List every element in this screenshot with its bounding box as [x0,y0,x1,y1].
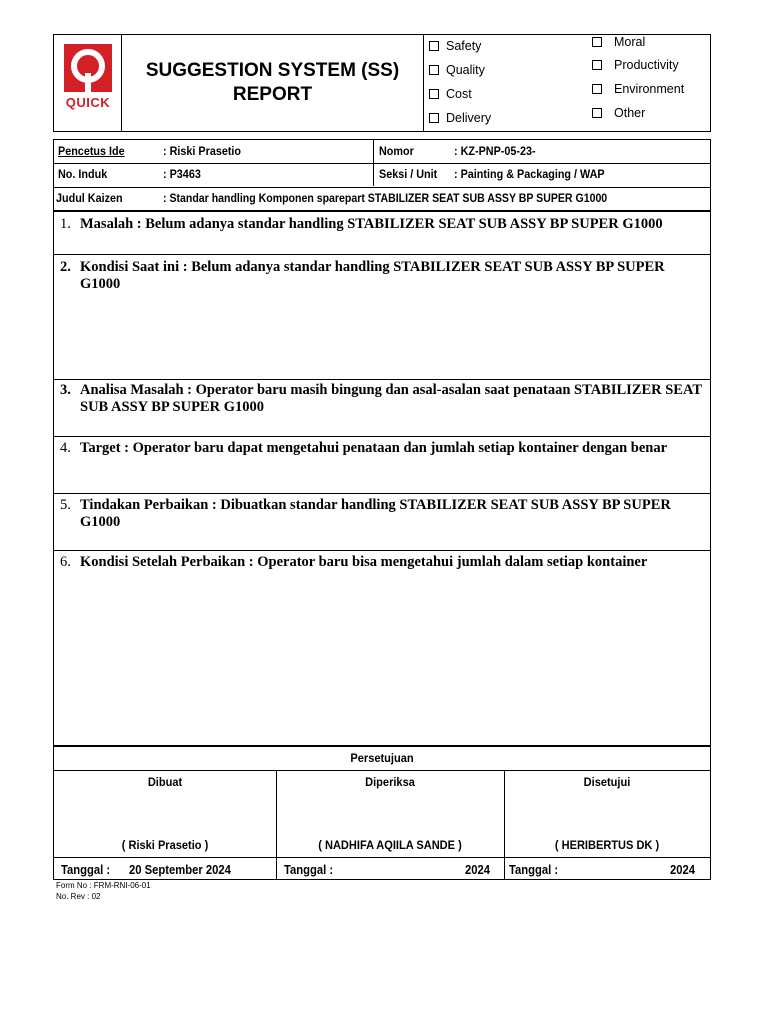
checkbox-quality[interactable]: Quality [429,63,485,77]
dibuat-signatory: ( Riski Prasetio ) [121,838,209,852]
tanggal-label-1: Tanggal : [61,863,111,877]
pencetus-value: : Riski Prasetio [163,144,242,158]
info-table [53,139,711,211]
tanggal-value-2: 2024 [465,863,491,877]
revision-number: No. Rev : 02 [56,892,101,901]
approval-title: Persetujuan [350,751,414,765]
tanggal-label-2: Tanggal : [284,863,334,877]
checkbox-moral[interactable]: Moral [592,35,645,49]
tanggal-value-1: 20 September 2024 [129,863,231,877]
page-title [122,59,423,107]
report-header [53,34,711,132]
seksi-value: : Painting & Packaging / WAP [454,167,605,181]
checkbox-safety[interactable]: Safety [429,39,481,53]
checkbox-icon[interactable] [592,60,602,70]
title-line-1: SUGGESTION SYSTEM (SS) [145,60,400,81]
checkbox-icon[interactable] [429,65,439,75]
nomor-label: Nomor [379,144,414,158]
tanggal-label-3: Tanggal : [509,863,559,877]
dibuat-label: Dibuat [147,775,183,789]
seksi-label: Seksi / Unit [379,167,438,181]
quick-logo-icon [63,43,113,95]
section-analisa-masalah: 3. Analisa Masalah : Operator baru masih bingung dan asal-asalan saat penataan STABILIZER SEAT SUB ASSY BP SUPER G1000 [60,382,702,415]
checkbox-delivery[interactable]: Delivery [429,111,491,125]
checkbox-productivity[interactable]: Productivity [592,58,679,72]
section-tindakan-perbaikan: 5. Tindakan Perbaikan : Dibuatkan standar handling STABILIZER SEAT SUB ASSY BP SUPER G1000 [60,497,671,530]
judul-label: Judul Kaizen [56,191,123,205]
induk-value: : P3463 [163,167,201,181]
logo-text: QUICK [65,95,111,110]
diperiksa-signatory: ( NADHIFA AQIILA SANDE ) [318,838,462,852]
checkbox-icon[interactable] [429,41,439,51]
section-kondisi-setelah-perbaikan: 6. Kondisi Setelah Perbaikan : Operator baru bisa mengetahui jumlah dalam setiap kontainer [60,554,648,570]
checkbox-icon[interactable] [429,89,439,99]
pencetus-label: Pencetus Ide [58,144,125,158]
checkbox-icon[interactable] [429,113,439,123]
diperiksa-label: Diperiksa [365,775,415,789]
tanggal-value-3: 2024 [670,863,696,877]
section-target: 4. Target : Operator baru dapat mengetahui penataan dan jumlah setiap kontainer dengan benar [60,440,668,456]
checkbox-icon[interactable] [592,84,602,94]
judul-value: : Standar handling Komponen sparepart STABILIZER SEAT SUB ASSY BP SUPER G1000 [163,191,608,205]
disetujui-label: Disetujui [583,775,631,789]
title-line-2: REPORT [232,84,313,105]
form-number: Form No : FRM-RNI-06-01 [56,881,151,890]
disetujui-signatory: ( HERIBERTUS DK ) [554,838,660,852]
checkbox-other[interactable]: Other [592,106,645,120]
section-kondisi-saat-ini: 2. Kondisi Saat ini : Belum adanya standar handling STABILIZER SEAT SUB ASSY BP SUPER G1000 [60,259,665,292]
checkbox-cost[interactable]: Cost [429,87,472,101]
checkbox-environment[interactable]: Environment [592,82,684,96]
nomor-value: : KZ-PNP-05-23- [454,144,536,158]
induk-label: No. Induk [58,167,108,181]
checkbox-icon[interactable] [592,108,602,118]
checkbox-icon[interactable] [592,37,602,47]
kaizen-sections [53,211,711,746]
quick-logo [63,43,113,113]
approval-table [53,746,711,880]
section-masalah: 1. Masalah : Belum adanya standar handling STABILIZER SEAT SUB ASSY BP SUPER G1000 [60,216,663,232]
